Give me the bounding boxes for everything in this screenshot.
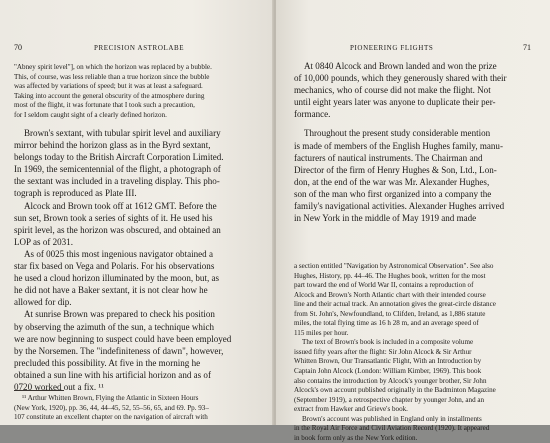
left-page-number: 70 <box>14 43 22 52</box>
quote-line: for I seldom caught sight of a clearly defined horizon. <box>14 110 167 119</box>
text-line: by observing the azimuth of the sun, a technique which <box>14 321 214 332</box>
right-page-number: 71 <box>523 43 531 52</box>
quote-line: most of the flight, it was fortunate that I took such a precaution, <box>14 101 195 110</box>
left-page <box>0 0 274 425</box>
text-line: In 1969, the semicentennial of the flight, a photograph of <box>14 164 221 175</box>
text-line: until eight years later was anyone to duplicate their per- <box>294 97 496 108</box>
text-line: Throughout the present study considerable mention <box>304 128 491 139</box>
text-line: LOP as of 2031. <box>14 236 73 247</box>
text-line: son of the man who first organized into a company the <box>294 188 492 199</box>
footnote-line: in book form only as the New York edition. <box>294 433 418 442</box>
text-line: As of 0025 this most ingenious navigator obtained a <box>24 248 213 259</box>
text-line: At 0840 Alcock and Brown landed and won the prize <box>304 61 497 71</box>
footnote-line: (New York, 1920), pp. 36, 44, 44–45, 52, 55–56, 65, and 69. Pp. 93– <box>14 403 209 412</box>
text-line: belongs today to the British Aircraft Corporation Limited. <box>14 152 224 163</box>
footnote-line: from St. John's, Newfoundland, to Clifden, Ireland, as 1,886 statute <box>294 309 486 318</box>
paragraph <box>294 60 538 120</box>
text-line: obtained a sun line with his artificial horizon and as of <box>14 369 211 380</box>
text-line: mechanics, who of course did not make the flight. Not <box>294 85 491 96</box>
paragraph <box>14 248 258 308</box>
text-line: spirit level, as the horizon was obscured, and obtained an <box>14 224 221 235</box>
footnote-paragraph <box>294 338 538 414</box>
text-line: tograph is reproduced as Plate III. <box>14 188 137 199</box>
text-line: family's navigational activities. Alexander Hughes arrived <box>294 201 505 212</box>
footnote-line: Brown's account was published in England only in installments <box>302 414 482 423</box>
text-line: Alcock and Brown took off at 1612 GMT. Before the <box>24 200 217 211</box>
right-page <box>276 0 550 442</box>
block-quote <box>14 63 256 120</box>
footnote-line: issued fifty years after the flight: Sir John Alcock & Sir Arthur <box>294 347 472 356</box>
footnote-line: 107 constitute an excellent chapter on the navigation of aircraft with <box>14 413 208 422</box>
text-line: facturers of nautical instruments. The Chairman and <box>294 152 483 163</box>
paragraph <box>294 127 538 224</box>
text-line: 0720 worked out a fix. ¹¹ <box>14 381 104 392</box>
footnote-line: a section entitled "Navigation by Astronomical Observation". See also <box>294 262 494 270</box>
text-line: don, at the end of the war was Mr. Alexander Hughes, <box>294 176 490 187</box>
footnote-line: ¹¹ Arthur Whitten Brown, Flying the Atlantic in Sixteen Hours <box>22 394 199 402</box>
footnote-rule <box>14 390 64 391</box>
footnote-line: (September 1919), a retrospective chapter by younger John, and an <box>294 395 485 404</box>
right-body-text <box>294 60 538 224</box>
paragraph <box>14 308 258 393</box>
text-line: allowed for dip. <box>14 297 72 308</box>
right-footnote <box>294 262 538 443</box>
footnote-line: Hughes, History, pp. 44–46. The Hughes book, written for the most <box>294 271 486 280</box>
quote-line: This, of course, was less reliable than a true horizon since the bubble <box>14 72 210 81</box>
text-line: we are now beginning to suspect could have been employed <box>14 333 232 344</box>
footnote-line: Alcock and Brown's North Atlantic chart with their intended course <box>294 290 486 299</box>
right-running-head: PIONEERING FLIGHTS <box>350 44 434 52</box>
footnote-line: line and their actual track. An annotation gives the great-circle distance <box>294 300 496 309</box>
paragraph <box>14 127 258 200</box>
text-line: sun set, Brown took a series of sights of it. He used his <box>14 212 213 223</box>
quote-line: Taking into account the general obscurity of the atmosphere during <box>14 91 205 100</box>
left-body-text <box>14 127 258 393</box>
text-line: he used a cloud horizon illuminated by the moon, but, as <box>14 273 220 284</box>
footnote-line: part toward the end of World War II, contains a reproduction of <box>294 281 474 290</box>
text-line: by the Norsemen. The "indefiniteness of dawn", however, <box>14 345 224 356</box>
text-line: mirror behind the horizon glass as in the Byrd sextant, <box>14 140 211 151</box>
text-line: precluded this possibility. At five in the morning he <box>14 357 201 368</box>
quote-line: "Abney spirit level"], on which the horizon was replaced by a bubble. <box>14 63 212 71</box>
text-line: Director of the firm of Henry Hughes & Son, Ltd., Lon- <box>294 164 497 175</box>
paragraph <box>14 200 258 248</box>
footnote-line: Whitten Brown, Our Transatlantic Flight, With an Introduction by <box>294 357 482 366</box>
footnote-line: in the Royal Air Force and Civil Aviation Record (1920). It appeared <box>294 424 490 433</box>
footnote-paragraph <box>294 415 538 443</box>
text-line: Brown's sextant, with tubular spirit level and auxiliary <box>24 128 221 138</box>
footnote-line: Alcock's own account published originally in the Badminton Magazine <box>294 386 496 395</box>
footnote-line: miles, the total flying time as 16 h 28 m, and an average speed of <box>294 319 479 328</box>
text-line: in New York in the middle of May 1919 and made <box>294 213 477 224</box>
footnote-paragraph <box>294 262 538 338</box>
left-footnote <box>14 394 258 423</box>
text-line: is made of members of the English Hughes family, manu- <box>294 140 503 151</box>
text-line: formance. <box>294 109 331 120</box>
text-line: star fix based on Vega and Polaris. For his observations <box>14 261 215 272</box>
text-line: he did not have a Baker sextant, it is not clear how he <box>14 285 208 296</box>
paragraph-gap <box>294 120 538 127</box>
footnote-line: 115 miles per hour. <box>294 328 349 337</box>
footnote-line: also contains the introduction by Alcock's younger brother, Sir John <box>294 376 487 385</box>
text-line: of 10,000 pounds, which they generously shared with their <box>294 73 507 84</box>
footnote-line: extract from Hawker and Grieve's book. <box>294 405 408 414</box>
footnote-line: The text of Brown's book is included in a composite volume <box>302 338 474 347</box>
text-line: the sextant was included in a traveling display. This pho- <box>14 176 220 187</box>
text-line: At sunrise Brown was prepared to check his position <box>24 309 215 320</box>
quote-line: was affected by variations of speed; but it was at least a safeguard. <box>14 82 203 91</box>
left-running-head: PRECISION ASTROLABE <box>94 44 185 52</box>
footnote-line: Captain John Alcock (London: William Kimber, 1969). This book <box>294 367 482 376</box>
